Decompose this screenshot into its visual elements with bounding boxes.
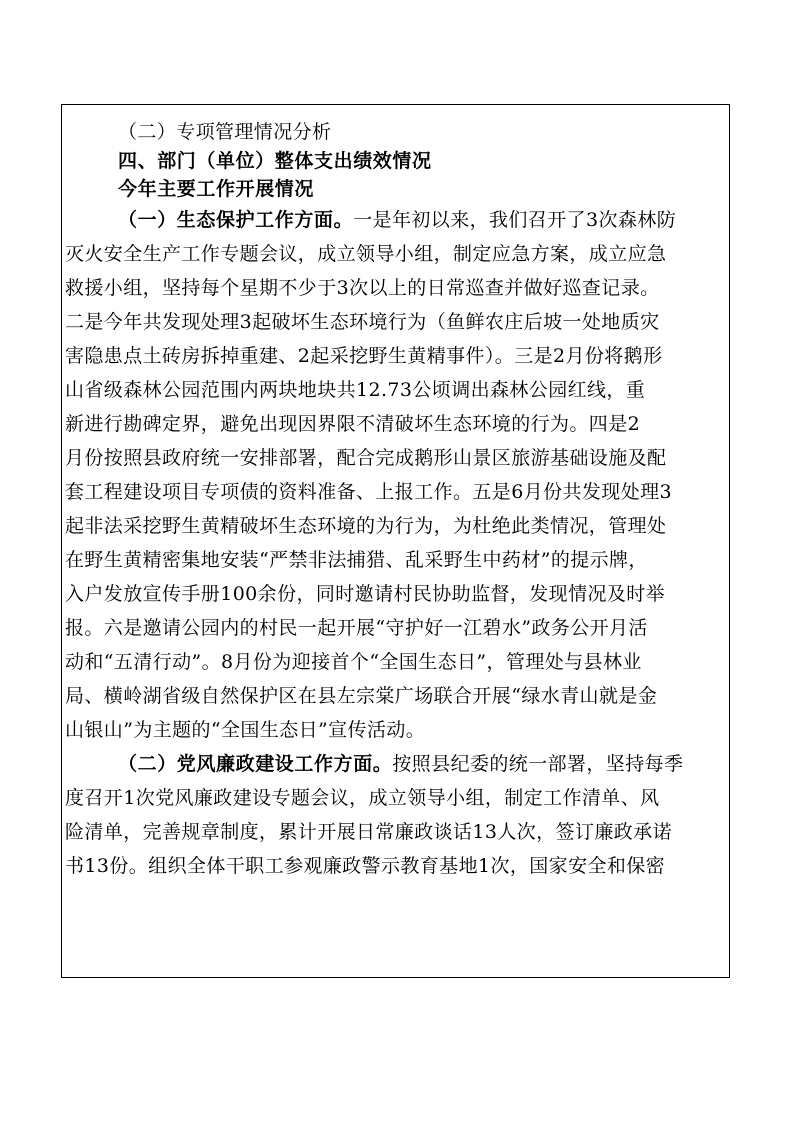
section-heading-special-management: （二）专项管理情况分析 xyxy=(118,121,332,143)
section-heading-main-work: 今年主要工作开展情况 xyxy=(118,178,315,200)
paragraph-1-label: （一）生态保护工作方面。 xyxy=(118,209,354,231)
paragraph-1-line-14: 动和“五清行动”。8月份为迎接首个“全国生态日”，管理处与县林业 xyxy=(65,651,642,673)
paragraph-1-start: 一是年初以来，我们召开了3次森林防 xyxy=(353,209,677,231)
document-border xyxy=(61,104,730,978)
paragraph-1-line-10: 起非法采挖野生黄精破坏生态环境的为行为，为杜绝此类情况，管理处 xyxy=(65,515,667,537)
paragraph-2-line-1 xyxy=(118,752,683,776)
paragraph-1-line-8: 月份按照县政府统一安排部署，配合完成鹅形山景区旅游基础设施及配 xyxy=(65,447,667,469)
paragraph-2-line-2: 度召开1次党风廉政建设专题会议，成立领导小组，制定工作清单、风 xyxy=(65,787,660,809)
paragraph-1-line-15: 局、横岭湖省级自然保护区在县左宗棠广场联合开展“绿水青山就是金 xyxy=(65,685,658,707)
paragraph-1-line-1 xyxy=(118,208,676,232)
paragraph-1-line-3: 救援小组，坚持每个星期不少于3次以上的日常巡查并做好巡查记录。 xyxy=(65,277,660,299)
paragraph-1-line-6: 山省级森林公园范围内两块地块共12.73公顷调出森林公园红线，重 xyxy=(65,379,646,401)
paragraph-2-label: （二）党风廉政建设工作方面。 xyxy=(118,753,393,775)
paragraph-2-line-3: 险清单，完善规章制度，累计开展日常廉政谈话13人次，签订廉政承诺 xyxy=(65,821,672,843)
paragraph-1-line-5: 害隐患点土砖房拆掉重建、2起采挖野生黄精事件）。三是2月份将鹅形 xyxy=(65,345,663,367)
paragraph-2-line-4: 书13份。组织全体干职工参观廉政警示教育基地1次，国家安全和保密 xyxy=(65,855,666,877)
paragraph-1-line-12: 入户发放宣传手册100余份，同时邀请村民协助监督，发现情况及时举 xyxy=(65,583,666,605)
paragraph-1-line-4: 二是今年共发现处理3起破坏生态环境行为（鱼鲜农庄后坡一处地质灾 xyxy=(65,311,660,333)
paragraph-1-line-2: 灭火安全生产工作专题会议，成立领导小组，制定应急方案，成立应急 xyxy=(65,243,667,265)
section-heading-department-performance: 四、部门（单位）整体支出绩效情况 xyxy=(118,150,432,172)
paragraph-1-line-16: 山银山”为主题的“全国生态日”宣传活动。 xyxy=(65,719,426,741)
paragraph-1-line-11: 在野生黄精密集地安装“严禁非法捕猎、乱采野生中药材”的提示牌， xyxy=(65,549,648,571)
paragraph-2-start: 按照县纪委的统一部署，坚持每季 xyxy=(392,753,684,775)
paragraph-1-line-13: 报。六是邀请公园内的村民一起开展“守护好一江碧水”政务公开月活 xyxy=(65,617,648,639)
paragraph-1-line-9: 套工程建设项目专项债的资料准备、上报工作。五是6月份共发现处理3 xyxy=(65,481,672,503)
paragraph-1-line-7: 新进行勘碑定界，避免出现因界限不清破坏生态环境的行为。四是2 xyxy=(65,413,641,435)
